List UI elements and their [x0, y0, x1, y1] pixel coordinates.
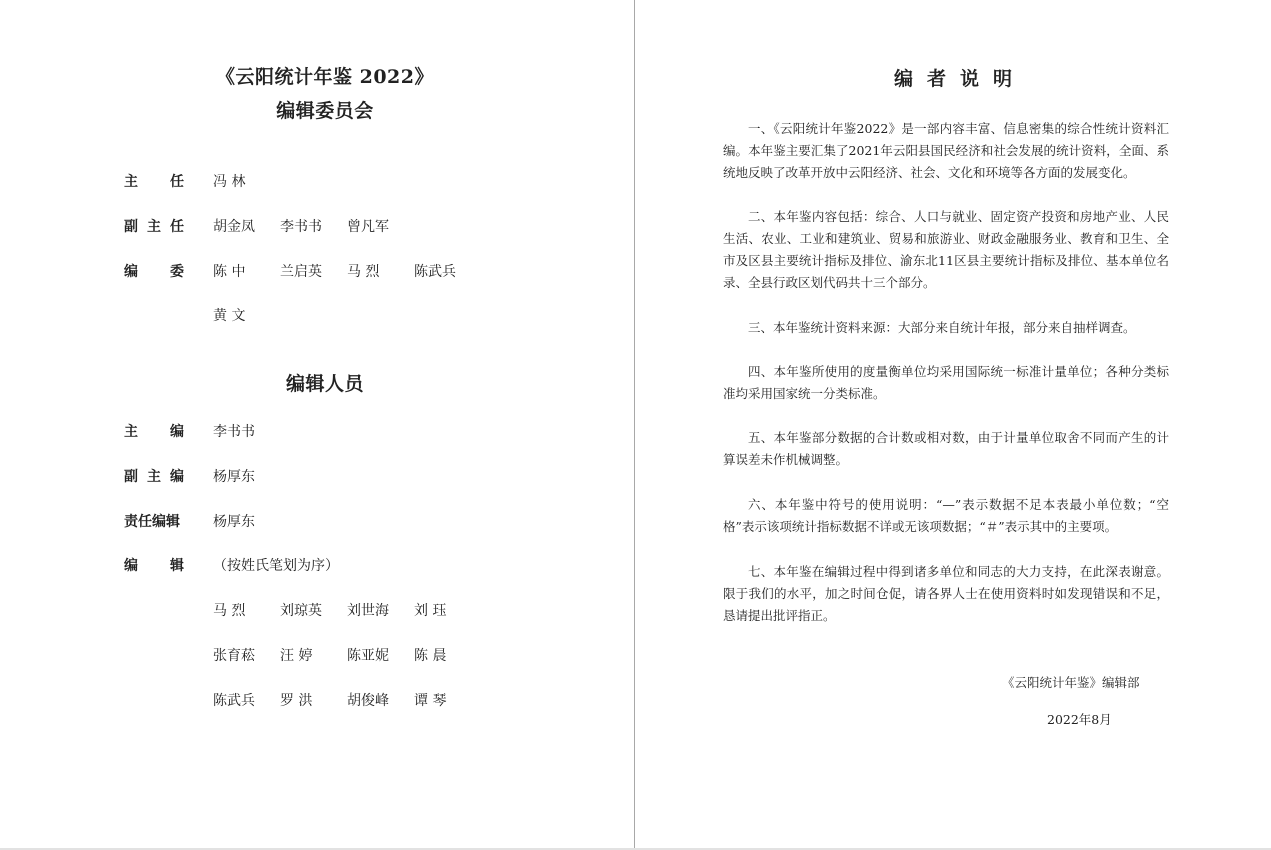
- note-paragraph-5: 五、本年鉴部分数据的合计数或相对数，由于计量单位取舍不同而产生的计算误差未作机械调整。: [723, 430, 1169, 467]
- note-paragraph-2: 二、本年鉴内容包括：综合、人口与就业、固定资产投资和房地产业、人民生活、农业、工业和建筑业、贸易和旅游业、财政金融服务业、教育和卫生、全市及区县主要统计指标及排位、渝东北11区县主要统计指标及排位、基本单位名录、全县行政区划代码共十三个部分。: [723, 209, 1169, 290]
- person-name: 陈武兵: [213, 693, 255, 709]
- name-list: [213, 261, 481, 283]
- role-char: 责任编辑: [124, 514, 180, 530]
- person-name: 刘琼英: [280, 603, 322, 619]
- name-list: [213, 171, 280, 193]
- role-char: 副: [124, 219, 138, 235]
- person-name: 陈亚妮: [347, 648, 389, 664]
- person-name: 罗 洪: [280, 693, 313, 709]
- role-char: 主: [147, 219, 161, 235]
- role-char: 副: [124, 469, 138, 485]
- note-paragraph-1: 一、《云阳统计年鉴2022》是一部内容丰富、信息密集的综合性统计资料汇编。本年鉴主要汇集了2021年云阳县国民经济和社会发展的统计资料，全面、系统地反映了改革开放中云阳经济、社会、文化和环境等各方面的发展变化。: [723, 121, 1169, 180]
- person-name: 马 烈: [213, 603, 246, 619]
- name-list: [213, 511, 280, 533]
- person-name: 杨厚东: [213, 514, 255, 530]
- left-page: [0, 0, 634, 850]
- note-paragraph-7: 七、本年鉴在编辑过程中得到诸多单位和同志的大力支持，在此深表谢意。限于我们的水平，加之时间仓促，请各界人士在使用资料时如发现错误和不足，恳请提出批评指正。: [723, 564, 1169, 623]
- role-char: 主: [124, 424, 138, 440]
- editor-notes-title: 编者说明: [893, 68, 1026, 90]
- person-name: 杨厚东: [213, 469, 255, 485]
- book-title: 《云阳统计年鉴 2022》: [216, 66, 434, 88]
- role-char: 编: [124, 264, 138, 280]
- person-name: 汪 婷: [280, 648, 313, 664]
- person-name: 李书书: [213, 424, 255, 440]
- person-name: 陈武兵: [414, 264, 456, 280]
- note-paragraph-6: 六、本年鉴中符号的使用说明：“—”表示数据不足本表最小单位数；“空格”表示该项统计指标数据不详或无该项数据；“＃”表示其中的主要项。: [723, 497, 1169, 534]
- person-name: 刘世海: [347, 603, 389, 619]
- role-char: 辑: [170, 558, 184, 574]
- committee-title: 编辑委员会: [276, 100, 374, 122]
- role-char: 委: [170, 264, 184, 280]
- name-list: [213, 216, 414, 238]
- role-label: [124, 421, 184, 443]
- ordering-note: （按姓氏笔划为序）: [213, 558, 339, 574]
- role-label: [124, 555, 184, 577]
- role-char: 任: [170, 174, 184, 190]
- role-char: 任: [170, 219, 184, 235]
- role-char: 编: [170, 469, 184, 485]
- note-paragraph-3: 三、本年鉴统计资料来源：大部分来自统计年报，部分来自抽样调查。: [748, 320, 1136, 335]
- name-list: [213, 645, 481, 667]
- role-char: 主: [124, 174, 138, 190]
- name-list: [213, 466, 280, 488]
- staff-title: 编辑人员: [285, 373, 364, 395]
- person-name: 兰启英: [280, 264, 322, 280]
- signoff-organization: 《云阳统计年鉴》编辑部: [1002, 675, 1140, 690]
- person-name: 黄 文: [213, 308, 246, 324]
- person-name: 刘 珏: [414, 603, 447, 619]
- role-label: [124, 511, 184, 533]
- name-list: [213, 305, 280, 327]
- person-name: 曾凡军: [347, 219, 389, 235]
- role-label: [124, 171, 184, 193]
- role-label: [124, 216, 184, 238]
- role-char: 编: [124, 558, 138, 574]
- person-name: 冯 林: [213, 174, 246, 190]
- role-label: [124, 466, 184, 488]
- name-list: [213, 690, 481, 712]
- person-name: 张育菘: [213, 648, 255, 664]
- signoff-date: 2022年8月: [1047, 712, 1112, 727]
- person-name: 胡金凤: [213, 219, 255, 235]
- person-name: 李书书: [280, 219, 322, 235]
- role-char: 主: [147, 469, 161, 485]
- person-name: 陈 中: [213, 264, 246, 280]
- person-name: 胡俊峰: [347, 693, 389, 709]
- note-paragraph-4: 四、本年鉴所使用的度量衡单位均采用国际统一标准计量单位；各种分类标准均采用国家统一分类标准。: [723, 364, 1169, 401]
- name-list: [213, 421, 280, 443]
- person-name: 谭 琴: [414, 693, 447, 709]
- role-label: [124, 261, 184, 283]
- person-name: 陈 晨: [414, 648, 447, 664]
- right-page: [635, 0, 1271, 850]
- name-list: [213, 600, 481, 622]
- role-char: 编: [170, 424, 184, 440]
- person-name: 马 烈: [347, 264, 380, 280]
